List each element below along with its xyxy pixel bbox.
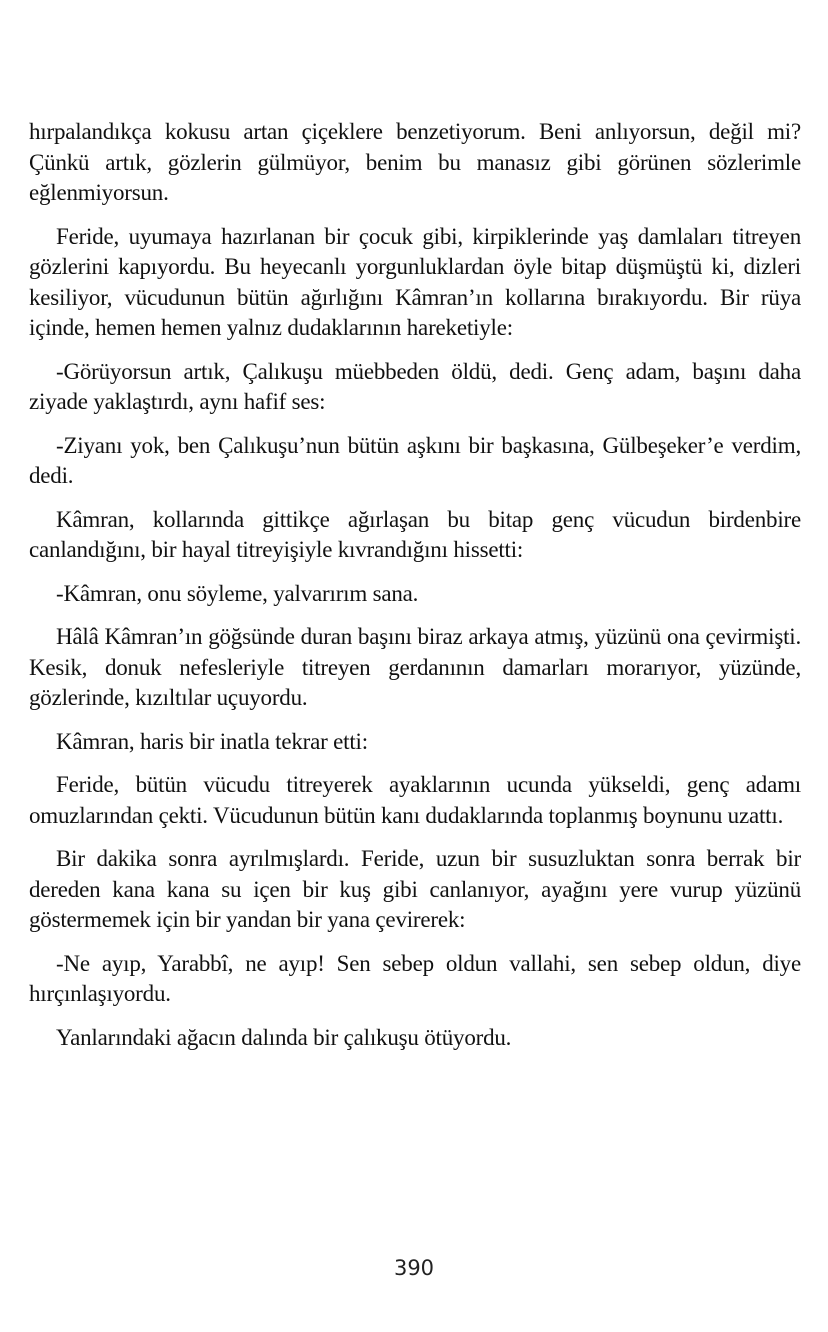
page-number: 390 bbox=[393, 1256, 435, 1280]
paragraph: Bir dakika sonra ayrılmışlardı. Feride, uzun bir susuzluktan sonra berrak bir dereden kana kana su içen bir kuş gibi canlanıyor, ayağını yere vurup yüzünü göstermemek için bir yandan bir yana çevirerek: bbox=[29, 846, 801, 932]
paragraph: Yanlarındaki ağacın dalında bir çalıkuşu ötüyordu. bbox=[56, 1024, 512, 1050]
paragraph: Kâmran, haris bir inatla tekrar etti: bbox=[56, 728, 368, 754]
paragraph-dialogue: -Ziyanı yok, ben Çalıkuşu’nun bütün aşkını bir başkasına, Gülbeşeker’e verdim, dedi. bbox=[29, 432, 801, 488]
paragraph-dialogue: -Görüyorsun artık, Çalıkuşu müebbeden öldü, dedi. Genç adam, başını daha ziyade yaklaştırdı, aynı hafif ses: bbox=[29, 358, 801, 414]
paragraph-continuation: hırpalandıkça kokusu artan çiçeklere benzetiyorum. Beni anlıyorsun, değil mi? Çünkü artık, gözlerin gülmüyor, benim bu manasız gibi görünen sözlerimle eğlenmiyorsun. bbox=[29, 119, 801, 205]
paragraph-dialogue: -Kâmran, onu söyleme, yalvarırım sana. bbox=[56, 580, 419, 606]
page-body bbox=[29, 117, 801, 1066]
paragraph: Kâmran, kollarında gittikçe ağırlaşan bu bitap genç vücudun birdenbire canlandığını, bir hayal titreyişiyle kıvrandığını hissetti: bbox=[29, 506, 801, 562]
paragraph: Feride, uyumaya hazırlanan bir çocuk gibi, kirpiklerinde yaş damlaları titreyen gözlerini kapıyordu. Bu heyecanlı yorgunluklardan öyle bitap düşmüştü ki, dizleri kesiliyor, vücudunun bütün ağırlığını Kâmran’ın kollarına bırakıyordu. Bir rüya içinde, hemen hemen yalnız dudaklarının hareketiyle: bbox=[29, 223, 801, 340]
paragraph: Hâlâ Kâmran’ın göğsünde duran başını biraz arkaya atmış, yüzünü ona çevirmişti. Kesik, donuk nefesleriyle titreyen gerdanının damarları morarıyor, yüzünde, gözlerinde, kızıltılar uçuyordu. bbox=[29, 624, 801, 710]
paragraph: Feride, bütün vücudu titreyerek ayaklarının ucunda yükseldi, genç adamı omuzlarından çekti. Vücudunun bütün kanı dudaklarında toplanmış boynunu uzattı. bbox=[29, 772, 801, 828]
paragraph-dialogue: -Ne ayıp, Yarabbî, ne ayıp! Sen sebep oldun vallahi, sen sebep oldun, diye hırçınlaşıyordu. bbox=[29, 950, 801, 1006]
